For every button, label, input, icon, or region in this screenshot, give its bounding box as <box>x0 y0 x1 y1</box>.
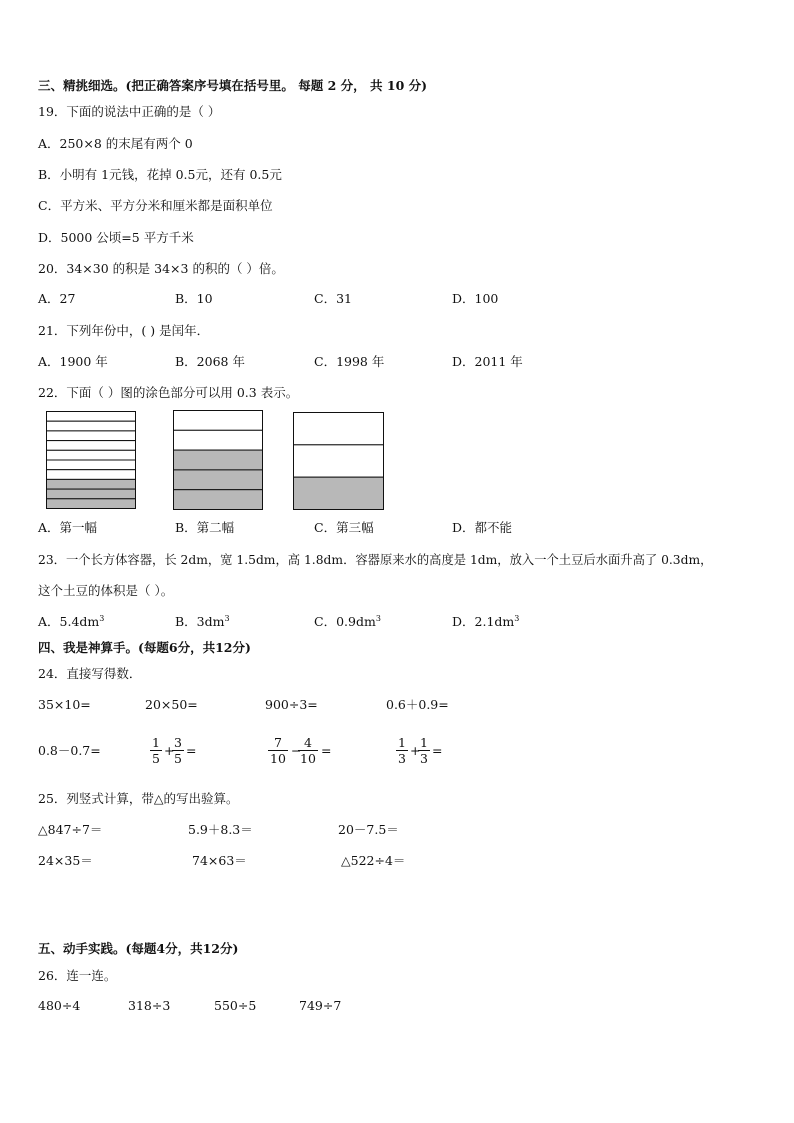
shaded-strip <box>47 499 136 509</box>
equals-sign: = <box>321 743 332 758</box>
section-3-heading: 三、精挑细选。(把正确答案序号填在括号里。 每题 2 分， 共 10 分) <box>38 78 428 93</box>
fraction: $\frac{7}{10}$ <box>270 735 286 766</box>
q23-option-d: D．$2.1dm^3$ <box>452 614 520 629</box>
q24-stem: 24．直接写得数． <box>38 666 142 681</box>
q19-option-b: B．小明有 1元钱，花掉 0.5元，还有 0.5元 <box>38 167 282 182</box>
q24-item: 35×10= <box>38 697 91 712</box>
fraction: $\frac{4}{10}$ <box>300 735 316 766</box>
q22-option-a: A．第一幅 <box>38 520 98 535</box>
blank-strip <box>47 421 136 431</box>
fraction: $\frac{1}{5}$ <box>152 735 160 766</box>
shaded-strip <box>294 477 384 509</box>
q24-item: 0.8－0.7= <box>38 743 101 758</box>
q23-option-c: C．$0.9dm^3$ <box>314 614 381 629</box>
blank-strip <box>47 441 136 451</box>
blank-strip <box>294 413 384 445</box>
equals-sign: = <box>432 743 443 758</box>
q21-option-d: D．2011 年 <box>452 354 523 369</box>
q22-figure-1 <box>46 411 136 509</box>
blank-strip <box>174 430 263 450</box>
q22-option-d: D．都不能 <box>452 520 513 535</box>
q20-option-b: B．10 <box>175 291 213 306</box>
blank-strip <box>47 412 136 422</box>
blank-strip <box>47 460 136 470</box>
section-4-heading: 四、我是神算手。(每题6分，共12分) <box>38 640 251 655</box>
q21-stem: 21．下列年份中，( ) 是闰年． <box>38 323 210 338</box>
q19-option-d: D．5000 公顷=5 平方千米 <box>38 230 194 245</box>
blank-strip <box>174 411 263 431</box>
shaded-strip <box>47 489 136 499</box>
blank-strip <box>47 431 136 441</box>
q25-stem: 25．列竖式计算，带△的写出验算。 <box>38 791 239 806</box>
q24-item: 0.6＋0.9= <box>386 697 449 712</box>
q22-option-b: B．第二幅 <box>175 520 235 535</box>
q22-stem: 22．下面（ ）图的涂色部分可以用 0.3 表示。 <box>38 385 299 400</box>
q26-item: 550÷5 <box>214 998 257 1013</box>
q20-option-d: D．100 <box>452 291 499 306</box>
q25-item: 24×35＝ <box>38 853 93 868</box>
q25-item: △847÷7＝ <box>38 822 103 837</box>
operator: + <box>164 743 175 758</box>
q21-option-b: B．2068 年 <box>175 354 245 369</box>
blank-strip <box>294 445 384 477</box>
q25-item: 20－7.5＝ <box>338 822 399 837</box>
shaded-strip <box>47 479 136 489</box>
q19-option-a: A．250×8 的末尾有两个 0 <box>38 136 193 151</box>
equals-sign: = <box>186 743 197 758</box>
operator: − <box>291 743 302 758</box>
q19-option-c: C．平方米、平方分米和厘米都是面积单位 <box>38 198 273 213</box>
q22-figure-3 <box>293 412 384 510</box>
q22-figure-2 <box>173 410 263 510</box>
shaded-strip <box>174 490 263 510</box>
blank-strip <box>47 450 136 460</box>
fraction: $\frac{3}{5}$ <box>174 735 182 766</box>
q26-stem: 26．连一连。 <box>38 968 117 983</box>
operator: + <box>410 743 421 758</box>
q23-option-b: B．$3dm^3$ <box>175 614 230 629</box>
fraction: $\frac{1}{3}$ <box>420 735 428 766</box>
q20-option-c: C．31 <box>314 291 352 306</box>
q19-stem: 19．下面的说法中正确的是（ ） <box>38 104 221 119</box>
q25-item: 74×63＝ <box>192 853 247 868</box>
fraction: $\frac{1}{3}$ <box>398 735 406 766</box>
q20-option-a: A．27 <box>38 291 76 306</box>
blank-strip <box>47 470 136 480</box>
q25-item: 5.9＋8.3＝ <box>188 822 253 837</box>
q21-option-c: C．1998 年 <box>314 354 385 369</box>
q23-stem-line2: 这个土豆的体积是（ ）。 <box>38 583 174 598</box>
shaded-strip <box>174 470 263 490</box>
q23-stem-line1: 23．一个长方体容器，长 2dm，宽 1.5dm，高 1.8dm．容器原来水的高度是 1dm，放入一个土豆后水面升高了 0.3dm， <box>38 553 713 567</box>
q26-item: 749÷7 <box>299 998 342 1013</box>
q23-option-a: A．$5.4dm^3$ <box>38 614 105 629</box>
q25-item: △522÷4＝ <box>341 853 406 868</box>
q21-option-a: A．1900 年 <box>38 354 108 369</box>
q26-item: 318÷3 <box>128 998 171 1013</box>
q24-item: 20×50= <box>145 697 198 712</box>
q24-item: 900÷3= <box>265 697 318 712</box>
q20-stem: 20．34×30 的积是 34×3 的积的（ ）倍。 <box>38 261 284 276</box>
q22-option-c: C．第三幅 <box>314 520 374 535</box>
shaded-strip <box>174 450 263 470</box>
q26-item: 480÷4 <box>38 998 81 1013</box>
section-5-heading: 五、动手实践。(每题4分，共12分) <box>38 941 239 956</box>
